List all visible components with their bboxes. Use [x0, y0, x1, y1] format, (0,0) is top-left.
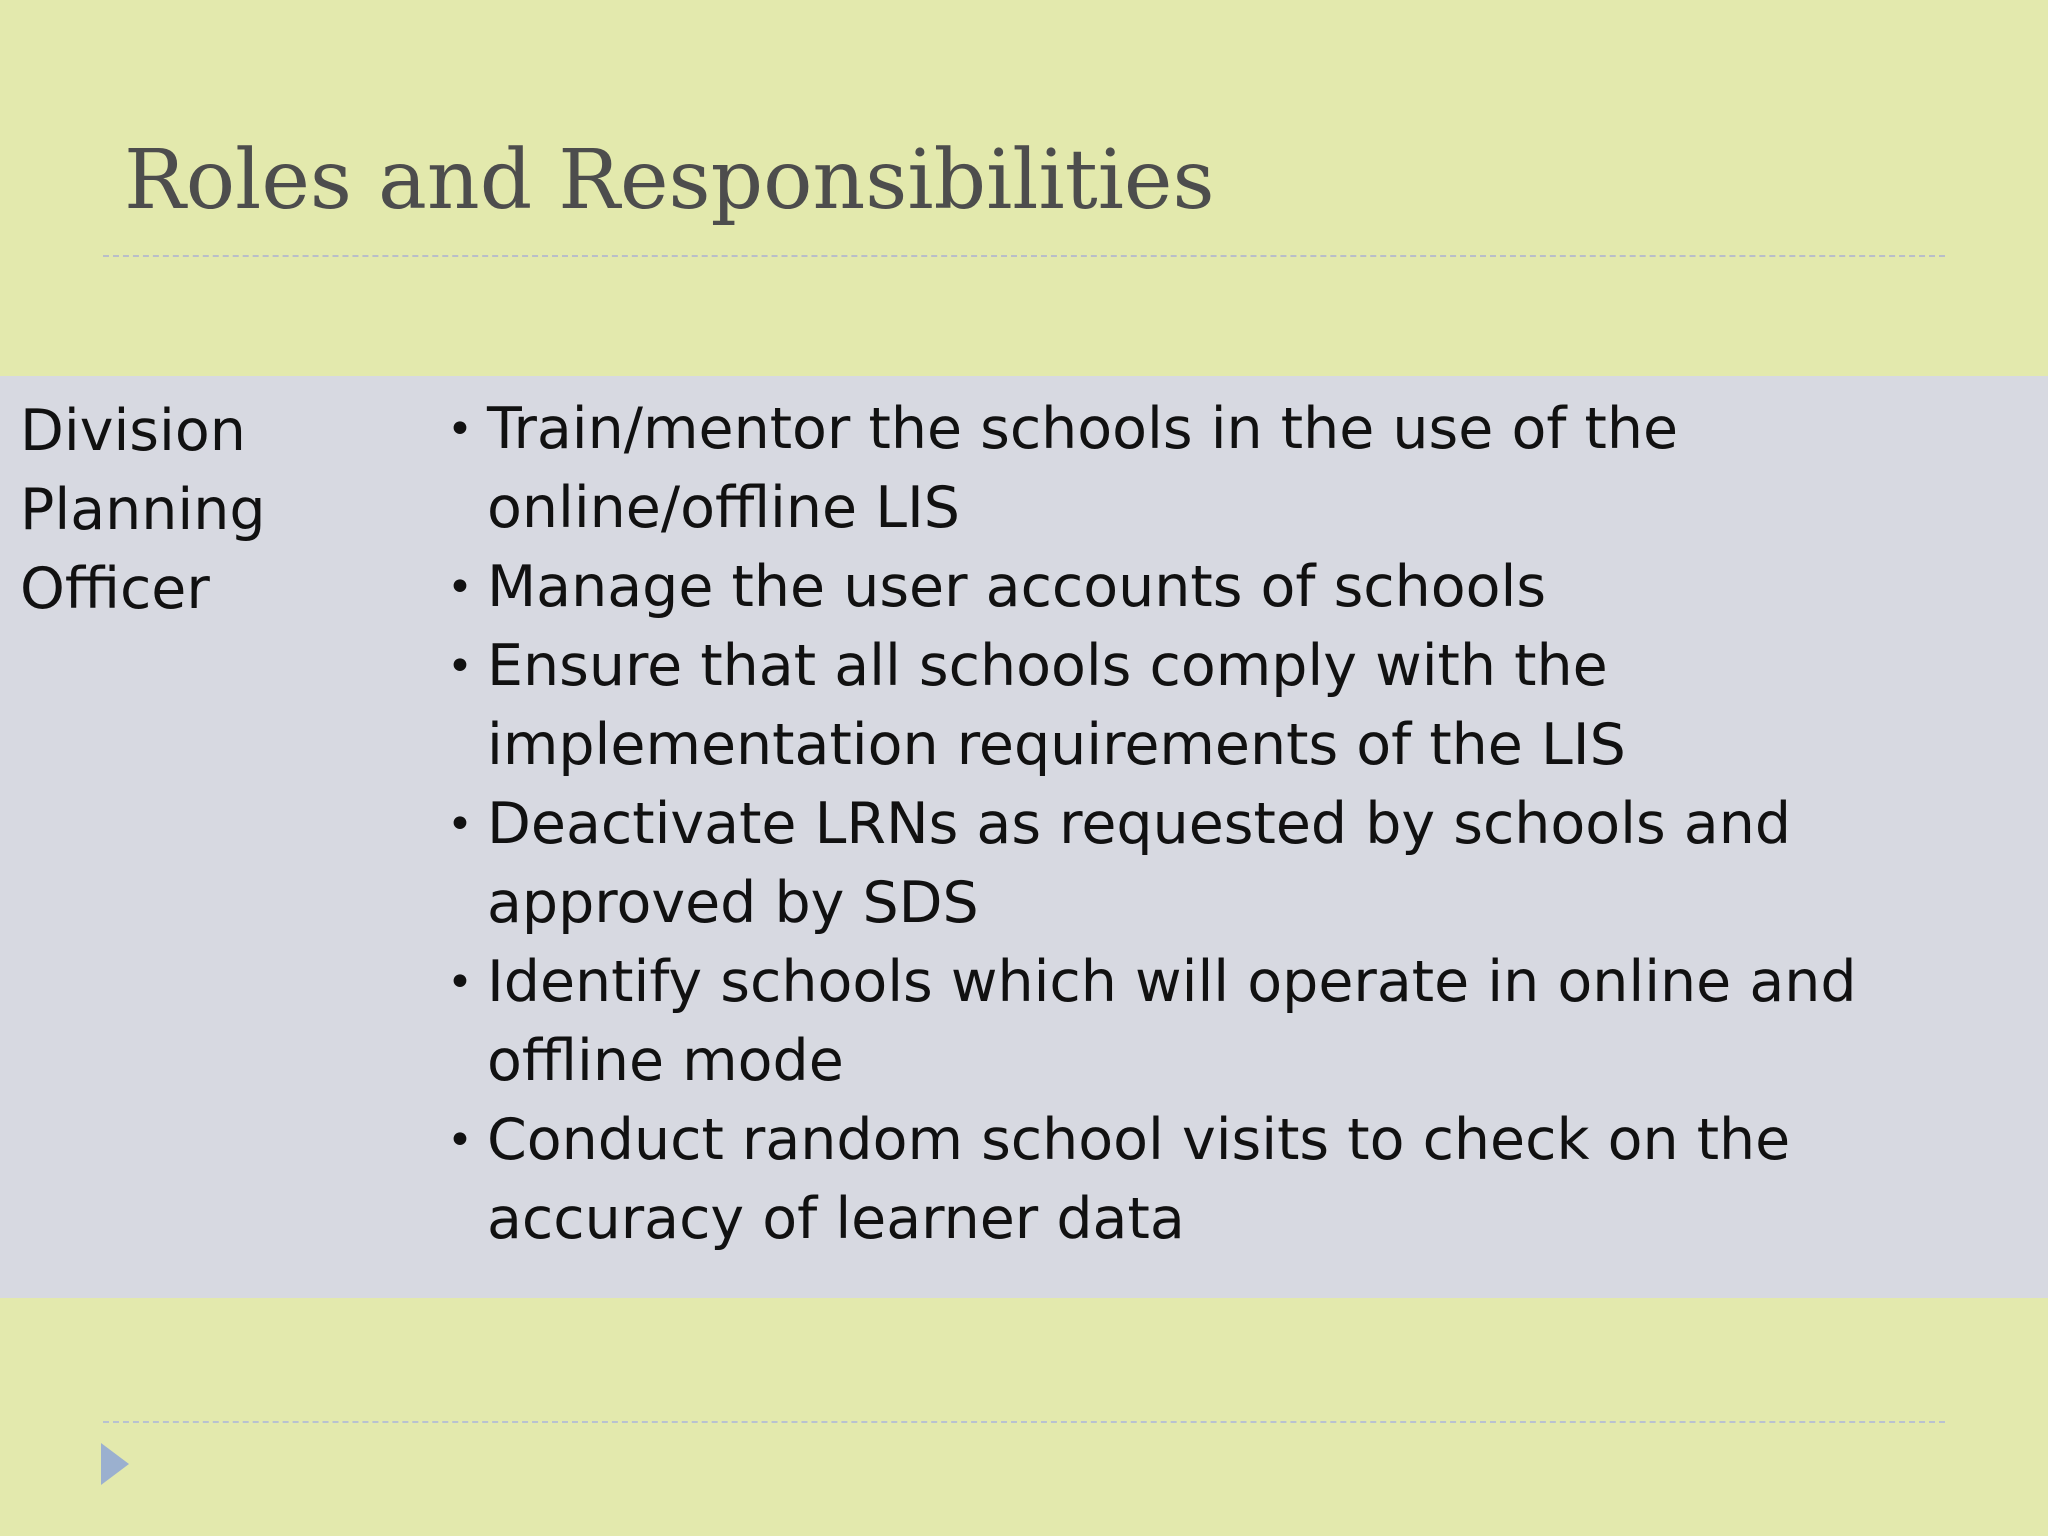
bullet-icon: • [447, 562, 473, 613]
responsibility-text: Identify schools which will operate in online and offline mode [487, 949, 1857, 1094]
responsibility-text: Ensure that all schools comply with the implementation requirements of the LIS [487, 633, 1626, 778]
bullet-icon: • [447, 799, 473, 850]
responsibilities-list [447, 390, 2027, 1259]
bullet-icon: • [447, 1115, 473, 1166]
bullet-icon: • [447, 957, 473, 1008]
responsibility-item [447, 785, 2027, 943]
role-label-line: Planning [20, 477, 266, 543]
footer-divider [103, 1421, 1945, 1423]
responsibility-item [447, 627, 2027, 785]
bullet-icon: • [447, 404, 473, 455]
slide-title: Roles and Responsibilities [124, 133, 1215, 228]
responsibility-item [447, 1101, 2027, 1259]
responsibility-item [447, 548, 2027, 627]
role-label-line: Officer [20, 556, 210, 622]
play-arrow-icon [101, 1443, 129, 1485]
role-label-line: Division [20, 398, 246, 464]
responsibility-text: Deactivate LRNs as requested by schools and approved by SDS [487, 791, 1792, 936]
responsibility-text: Conduct random school visits to check on the accuracy of learner data [487, 1107, 1791, 1252]
responsibility-item [447, 943, 2027, 1101]
bullet-icon: • [447, 641, 473, 692]
responsibility-item [447, 390, 2027, 548]
responsibility-text: Manage the user accounts of schools [487, 554, 1547, 620]
responsibility-text: Train/mentor the schools in the use of the online/offline LIS [487, 396, 1679, 541]
title-divider [103, 255, 1945, 257]
role-label [20, 392, 400, 629]
